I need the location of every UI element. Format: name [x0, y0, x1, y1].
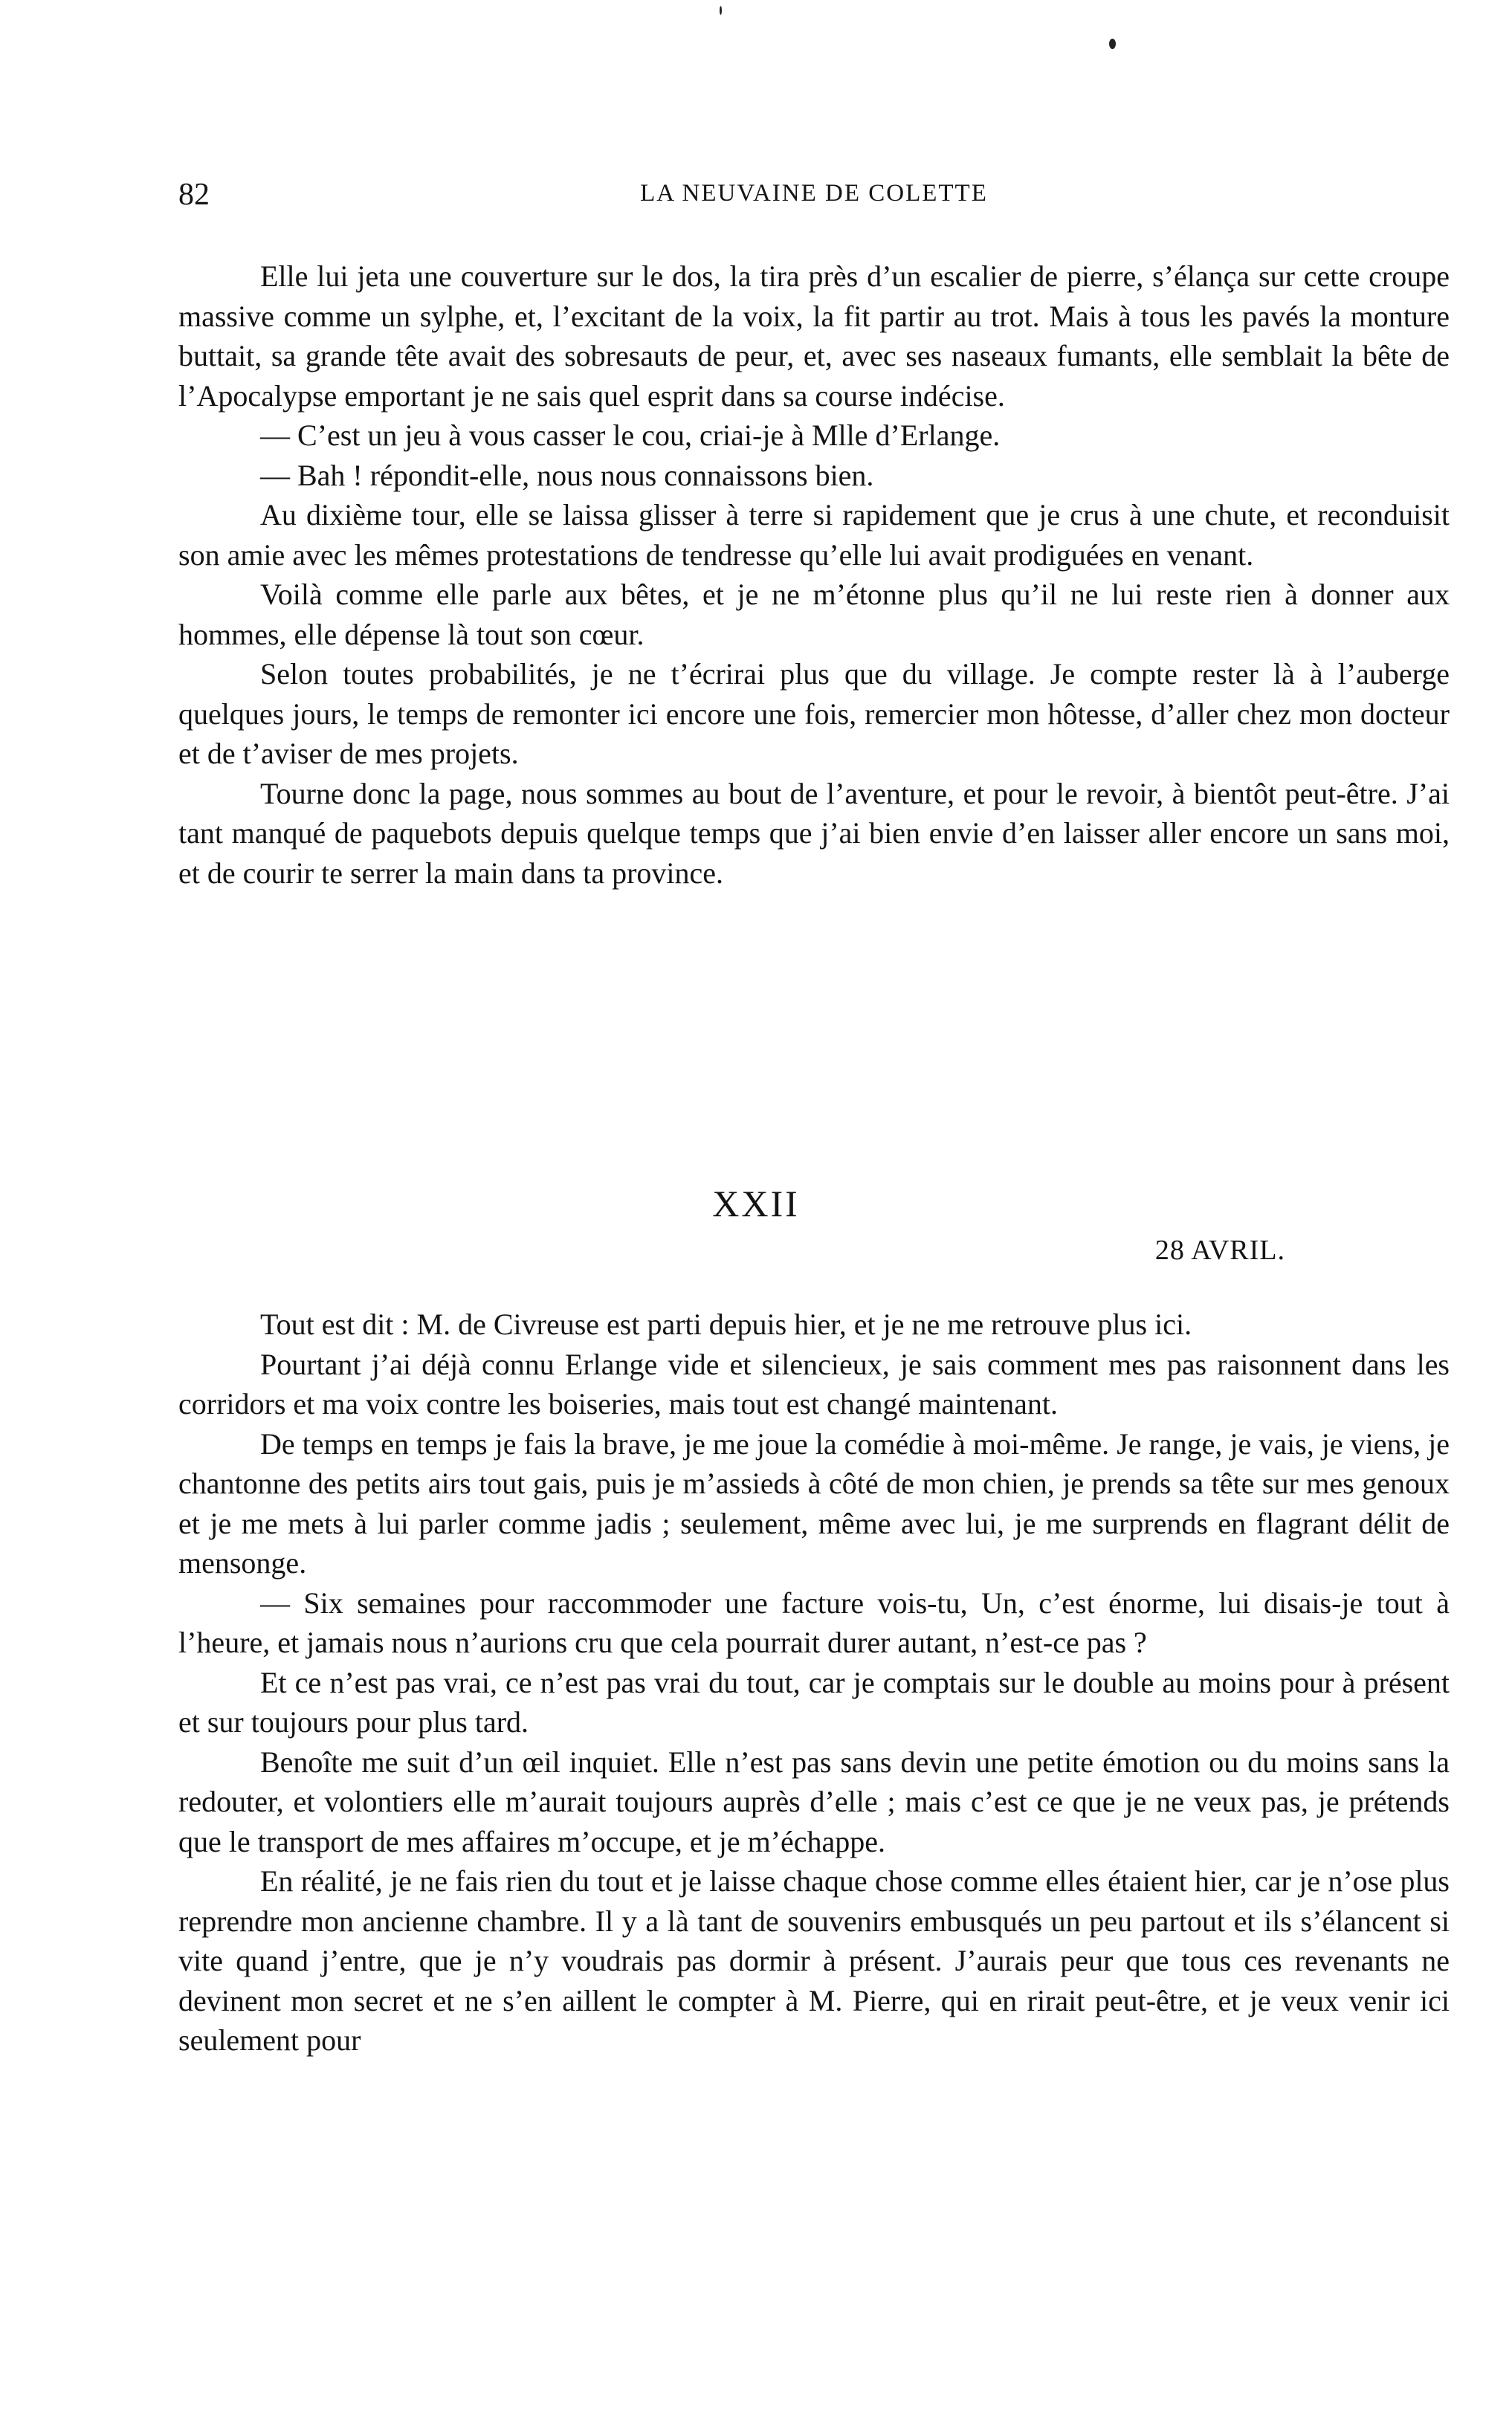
- paragraph: Tourne donc la page, nous sommes au bout de l’aventure, et pour le revoir, à bientôt peut-être. J’ai tant manqué de paquebots depuis quelque temps que j’ai bien envie d’en laisser aller encore un sans moi, et de courir te serrer la main dans ta province.: [178, 776, 1450, 890]
- paragraph: Pourtant j’ai déjà connu Erlange vide et silencieux, je sais comment mes pas raisonnent dans les corridors et ma voix contre les boiseries, mais tout est changé maintenant.: [178, 1347, 1450, 1421]
- ink-speck: [720, 6, 722, 15]
- chapter-heading: XXII: [712, 1183, 800, 1224]
- text-block-before-chapter: [178, 256, 1450, 893]
- text-block-chapter-body: [178, 1305, 1450, 2061]
- page-number: 82: [178, 178, 210, 212]
- running-head: [178, 177, 1450, 222]
- paragraph: Selon toutes probabilités, je ne t’écrirai plus que du village. Je compte rester là à l’auberge quelques jours, le temps de remonter ici encore une fois, remercier mon hôtesse, d’aller chez mon docteur et de t’aviser de mes projets.: [178, 657, 1450, 770]
- paragraph: Elle lui jeta une couverture sur le dos, la tira près d’un escalier de pierre, s’élança sur cette croupe massive comme un sylphe, et, l’excitant de la voix, la fit partir au trot. Mais à tous les pavés la monture buttait, sa grande tête avait des sobresauts de peur, et, avec ses naseaux fumants, elle semblait la bête de l’Apocalypse emportant je ne sais quel esprit dans sa course indécise.: [178, 259, 1450, 413]
- paragraph: Tout est dit : M. de Civreuse est parti depuis hier, et je ne me retrouve plus ici.: [260, 1308, 1192, 1341]
- chapter-date: 28 AVRIL.: [1154, 1235, 1285, 1266]
- paragraph: Benoîte me suit d’un œil inquiet. Elle n’est pas sans devin une petite émotion ou du moins sans la redouter, et volontiers elle m’aurait toujours auprès d’elle ; mais c’est ce que je ne veux pas, je prétends que le transport de mes affaires m’occupe, et je m’échappe.: [178, 1745, 1450, 1858]
- paragraph: De temps en temps je fais la brave, je me joue la comédie à moi-même. Je range, je vais, je viens, je chantonne des petits airs tout gais, puis je m’assieds à côté de mon chien, je prends sa tête sur mes genoux et je me mets à lui parler comme jadis ; seulement, même avec lui, je me surprends en flagrant délit de mensonge.: [178, 1426, 1450, 1580]
- paragraph: — C’est un jeu à vous casser le cou, criai-je à Mlle d’Erlange.: [260, 418, 1001, 452]
- paragraph: En réalité, je ne fais rien du tout et je laisse chaque chose comme elles étaient hier, car je n’ose plus reprendre mon ancienne chambre. Il y a là tant de souvenirs embusqués un peu partout et ils s’élancent si vite quand j’entre, que je n’y voudrais pas dormir à présent. J’aurais peur que tous ces revenants ne devinent mon secret et ne s’en aillent le compter à M. Pierre, qui en rirait peut-être, et je veux venir ici seulement pour: [178, 1864, 1450, 2057]
- paragraph: Voilà comme elle parle aux bêtes, et je ne m’étonne plus qu’il ne lui reste rien à donner aux hommes, elle dépense là tout son cœur.: [178, 578, 1450, 651]
- running-title: LA NEUVAINE DE COLETTE: [640, 180, 988, 207]
- paragraph: — Bah ! répondit-elle, nous nous connaissons bien.: [260, 458, 874, 492]
- paragraph: — Six semaines pour raccommoder une facture vois-tu, Un, c’est énorme, lui disais-je tout à l’heure, et jamais nous n’aurions cru que cela pourrait durer autant, n’est-ce pas ?: [178, 1586, 1450, 1659]
- paragraph: Au dixième tour, elle se laissa glisser à terre si rapidement que je crus à une chute, et reconduisit son amie avec les mêmes protestations de tendresse qu’elle lui avait prodiguées en venant.: [178, 498, 1450, 572]
- paragraph: Et ce n’est pas vrai, ce n’est pas vrai du tout, car je comptais sur le double au moins pour à présent et sur toujours pour plus tard.: [178, 1665, 1450, 1739]
- ink-speck: [1109, 39, 1116, 49]
